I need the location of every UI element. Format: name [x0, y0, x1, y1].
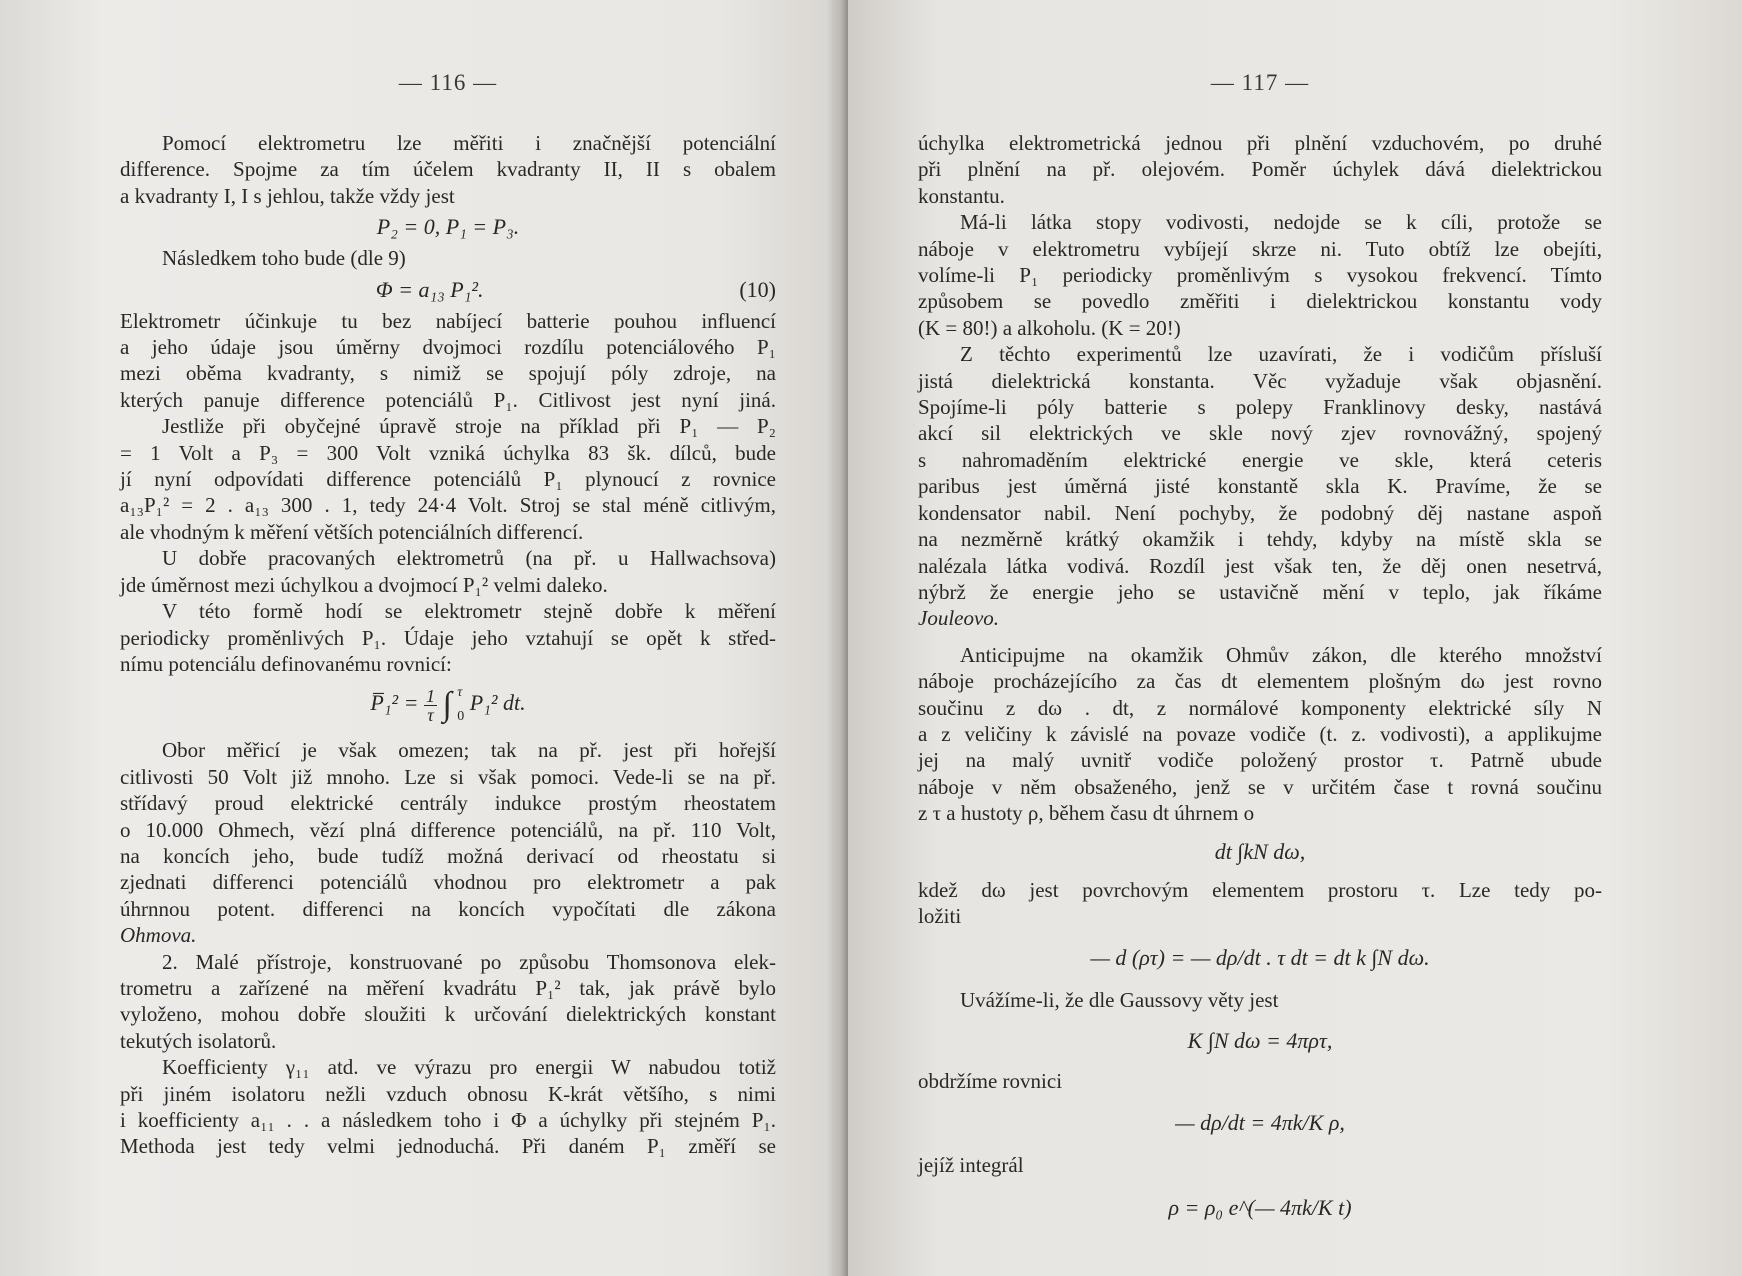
text-line: periodicky proměnlivých P₁. Údaje jeho vztahují se opět k střed-	[120, 625, 776, 650]
text-line: na nezměrně krátký okamžik i tehdy, kdyby na místě skla se	[918, 527, 1602, 552]
text-line: mezi oběma kvadranty, s nimiž se spojují póly zdroje, na	[120, 361, 776, 386]
text-line: Má-li látka stopy vodivosti, nedojde se k cíli, protože se	[960, 210, 1602, 235]
text-line: obdržíme rovnici	[918, 1068, 1063, 1093]
text-line: kterých panuje difference potenciálů P₁. Citlivost jest nyní jiná.	[120, 387, 776, 412]
text-line: Spojíme-li póly batterie s polepy Franklinovy desky, nastává	[918, 395, 1602, 420]
text-line: jde úměrnost mezi úchylkou a dvojmocí P₁² velmi daleko.	[120, 572, 608, 597]
equation-body: Φ = a₁₃ P₁².	[375, 276, 484, 302]
text-line: volíme-li P₁ periodicky proměnlivým s vysokou frekvencí. Tímto	[918, 263, 1602, 288]
text-line: střídavý proud elektrické centrály indukce prostým rheostatem	[120, 791, 776, 816]
equation: — d (ρτ) = — dρ/dt . τ dt = dt k ∫N dω.	[1090, 945, 1430, 971]
left-page	[0, 0, 848, 1276]
text-line: paribus jest úměrná jisté konstantě skla K. Pravíme, že se	[918, 474, 1602, 499]
text-line: jejíž integrál	[918, 1153, 1024, 1178]
text-line: = 1 Volt a P₃ = 300 Volt vzniká úchylka 83 šk. dílců, bude	[120, 440, 776, 465]
text-line: na koncích jeho, bude tudíž možná derivací od rheostatu si	[120, 843, 776, 868]
text-line: a jeho údaje jsou úměrny dvojmoci rozdílu potenciálového P₁	[120, 335, 776, 360]
text-line: Methoda jest tedy velmi jednoduchá. Při daném P₁ změří se	[120, 1134, 776, 1159]
formula-lhs: P̅₁² =	[370, 690, 419, 716]
text-line: Koefficienty γ₁₁ atd. ve výrazu pro energii W nabudou totiž	[162, 1055, 776, 1080]
text-line: jí nyní odpovídati difference potenciálů P₁ plynoucí z rovnice	[120, 467, 776, 492]
text-line: i koefficienty a₁₁ . . a následkem toho i Φ a úchylky při stejném P₁.	[120, 1108, 776, 1132]
text-line: ložiti	[918, 903, 962, 928]
text-line: úhrnnou potent. differenci na koncích vypočítati dle zákona	[120, 896, 776, 921]
formula-fraction	[424, 687, 437, 724]
page-number-left: — 116 —	[398, 70, 498, 95]
text-line: a kvadranty I, I s jehlou, takže vždy jest	[120, 183, 455, 208]
upper-limit: τ	[457, 685, 463, 701]
text-line: při jiném isolatoru nežli vzduch obnosu K-krát většího, s nimi	[120, 1081, 776, 1106]
text-line: 2. Malé přístroje, konstruované po způsobu Thomsonova elek-	[162, 949, 776, 974]
fraction-denominator: τ	[427, 704, 434, 725]
text-line: trometru a zařízené na měření kvadrátu P₁² tak, jak právě bylo	[120, 975, 776, 1000]
text-line: s nahromaděním elektrické energie ve skle, která ceteris	[918, 447, 1602, 472]
text-line: difference. Spojme za tím účelem kvadranty II, II s obalem	[120, 157, 776, 182]
text-line: akcí sil elektrických ve skle nový zjev rovnovážný, spojený	[918, 421, 1602, 446]
text-line: konstantu.	[918, 183, 1005, 208]
text-line: Obor měřicí je však omezen; tak na př. jest při hořejší	[162, 738, 776, 763]
text-line: Ohmova.	[120, 923, 197, 948]
text-line: a₁₃P₁² = 2 . a₁₃ 300 . 1, tedy 24·4 Volt. Stroj se stal méně citlivým,	[120, 493, 776, 518]
text-line: úchylka elektrometrická jednou při plnění vzduchovém, po druhé	[918, 131, 1602, 155]
equation: dt ∫kN dω,	[1214, 838, 1306, 864]
text-line: a z veličiny k závislé na povaze vodiče (t. z. vodivosti), a applikujme	[918, 721, 1602, 746]
equation: — dρ/dt = 4πk/K ρ,	[1175, 1110, 1345, 1136]
integrand: P₁² dt.	[469, 690, 526, 716]
right-page	[848, 0, 1742, 1276]
equation-number: (10)	[739, 276, 776, 302]
text-line: Pomocí elektrometru lze měřiti i značnější potenciální	[162, 131, 776, 155]
integral-sign: ∫	[442, 686, 452, 724]
text-line: citlivosti 50 Volt již mnoho. Lze si však pomoci. Vede-li se na př.	[120, 764, 776, 789]
text-line: Anticipujme na okamžik Ohmův zákon, dle kterého množství	[960, 642, 1602, 667]
text-line: zjednati differenci potenciálů vhodnou pro elektrometr a pak	[120, 870, 776, 895]
text-line: o 10.000 Ohmech, vězí plná difference potenciálů, na př. 110 Volt,	[120, 817, 776, 842]
integral-limits	[457, 685, 464, 725]
text-line: náboje procházejícího za čas dt elementem plošným dω jest rovno	[918, 669, 1602, 694]
text-line: z τ a hustoty ρ, během času dt úhrnem o	[918, 801, 1255, 826]
text-line: ale vhodným k měření větších potenciálních differencí.	[120, 519, 584, 544]
mean-potential-formula	[120, 685, 776, 725]
text-line: Elektrometr účinkuje tu bez nabíjecí batterie pouhou influencí	[120, 308, 776, 333]
text-line: kdež dω jest povrchovým elementem prostoru τ. Lze tedy po-	[918, 877, 1602, 902]
text-line: Z těchto experimentů lze uzavírati, že i vodičům přísluší	[960, 342, 1602, 367]
lower-limit: 0	[457, 709, 465, 725]
equation: K ∫N dω = 4πρτ,	[1187, 1027, 1333, 1053]
text-line: náboje v něm obsaženého, jenž se v určitém čase t rovná součinu	[918, 774, 1602, 799]
equation-10	[120, 275, 776, 305]
page-number-right: — 117 —	[1210, 70, 1310, 95]
text-line: (K = 80!) a alkoholu. (K = 20!)	[918, 315, 1181, 340]
text-line: součinu z dω . dt, z normálové komponenty elektrické síly N	[918, 695, 1602, 720]
text-line: Jestliže při obyčejné úpravě stroje na příklad při P₁ — P₂	[162, 414, 776, 439]
text-line: nímu potenciálu definovanému rovnicí:	[120, 651, 452, 676]
text-line: U dobře pracovaných elektrometrů (na př. u Hallwachsova)	[162, 546, 776, 571]
text-line: při plnění na př. olejovém. Poměr úchylek dává dielektrickou	[918, 157, 1602, 182]
text-line: jistá dielektrická konstanta. Věc vyžaduje však objasnění.	[918, 368, 1602, 393]
text-line: způsobem se povedlo změřiti i dielektrickou konstantu vody	[918, 289, 1602, 314]
text-line: nýbrž že energie jeho se ustavičně mění v teplo, jak říkáme	[918, 579, 1602, 604]
equation: ρ = ρ₀ e^(— 4πk/K t)	[1168, 1194, 1352, 1220]
text-line: jej na malý uvnitř vodiče položený prostor τ. Patrně ubude	[918, 748, 1602, 773]
text-line: V této formě hodí se elektrometr stejně dobře k měření	[162, 599, 776, 624]
text-line: Následkem toho bude (dle 9)	[162, 246, 406, 271]
fraction-numerator: 1	[425, 685, 435, 706]
text-line: Uvážíme-li, že dle Gaussovy věty jest	[960, 988, 1279, 1013]
text-line: vyloženo, mohou dobře sloužiti k určování dielektrických konstant	[120, 1002, 776, 1027]
equation: P₂ = 0, P₁ = P₃.	[376, 214, 520, 240]
text-line: Jouleovo.	[918, 606, 1000, 631]
text-line: kondensator nabil. Není pochyby, že podobný děj nastane aspoň	[918, 500, 1602, 525]
text-line: tekutých isolatorů.	[120, 1028, 277, 1053]
text-line: nalézala látka vodivá. Rozdíl jest však ten, že děj onen nesetrvá,	[918, 553, 1602, 578]
text-line: náboje v elektrometru vybíjejí skrze ni. Tuto obtíž lze obejíti,	[918, 236, 1602, 261]
paragraph-gap	[918, 632, 1602, 642]
